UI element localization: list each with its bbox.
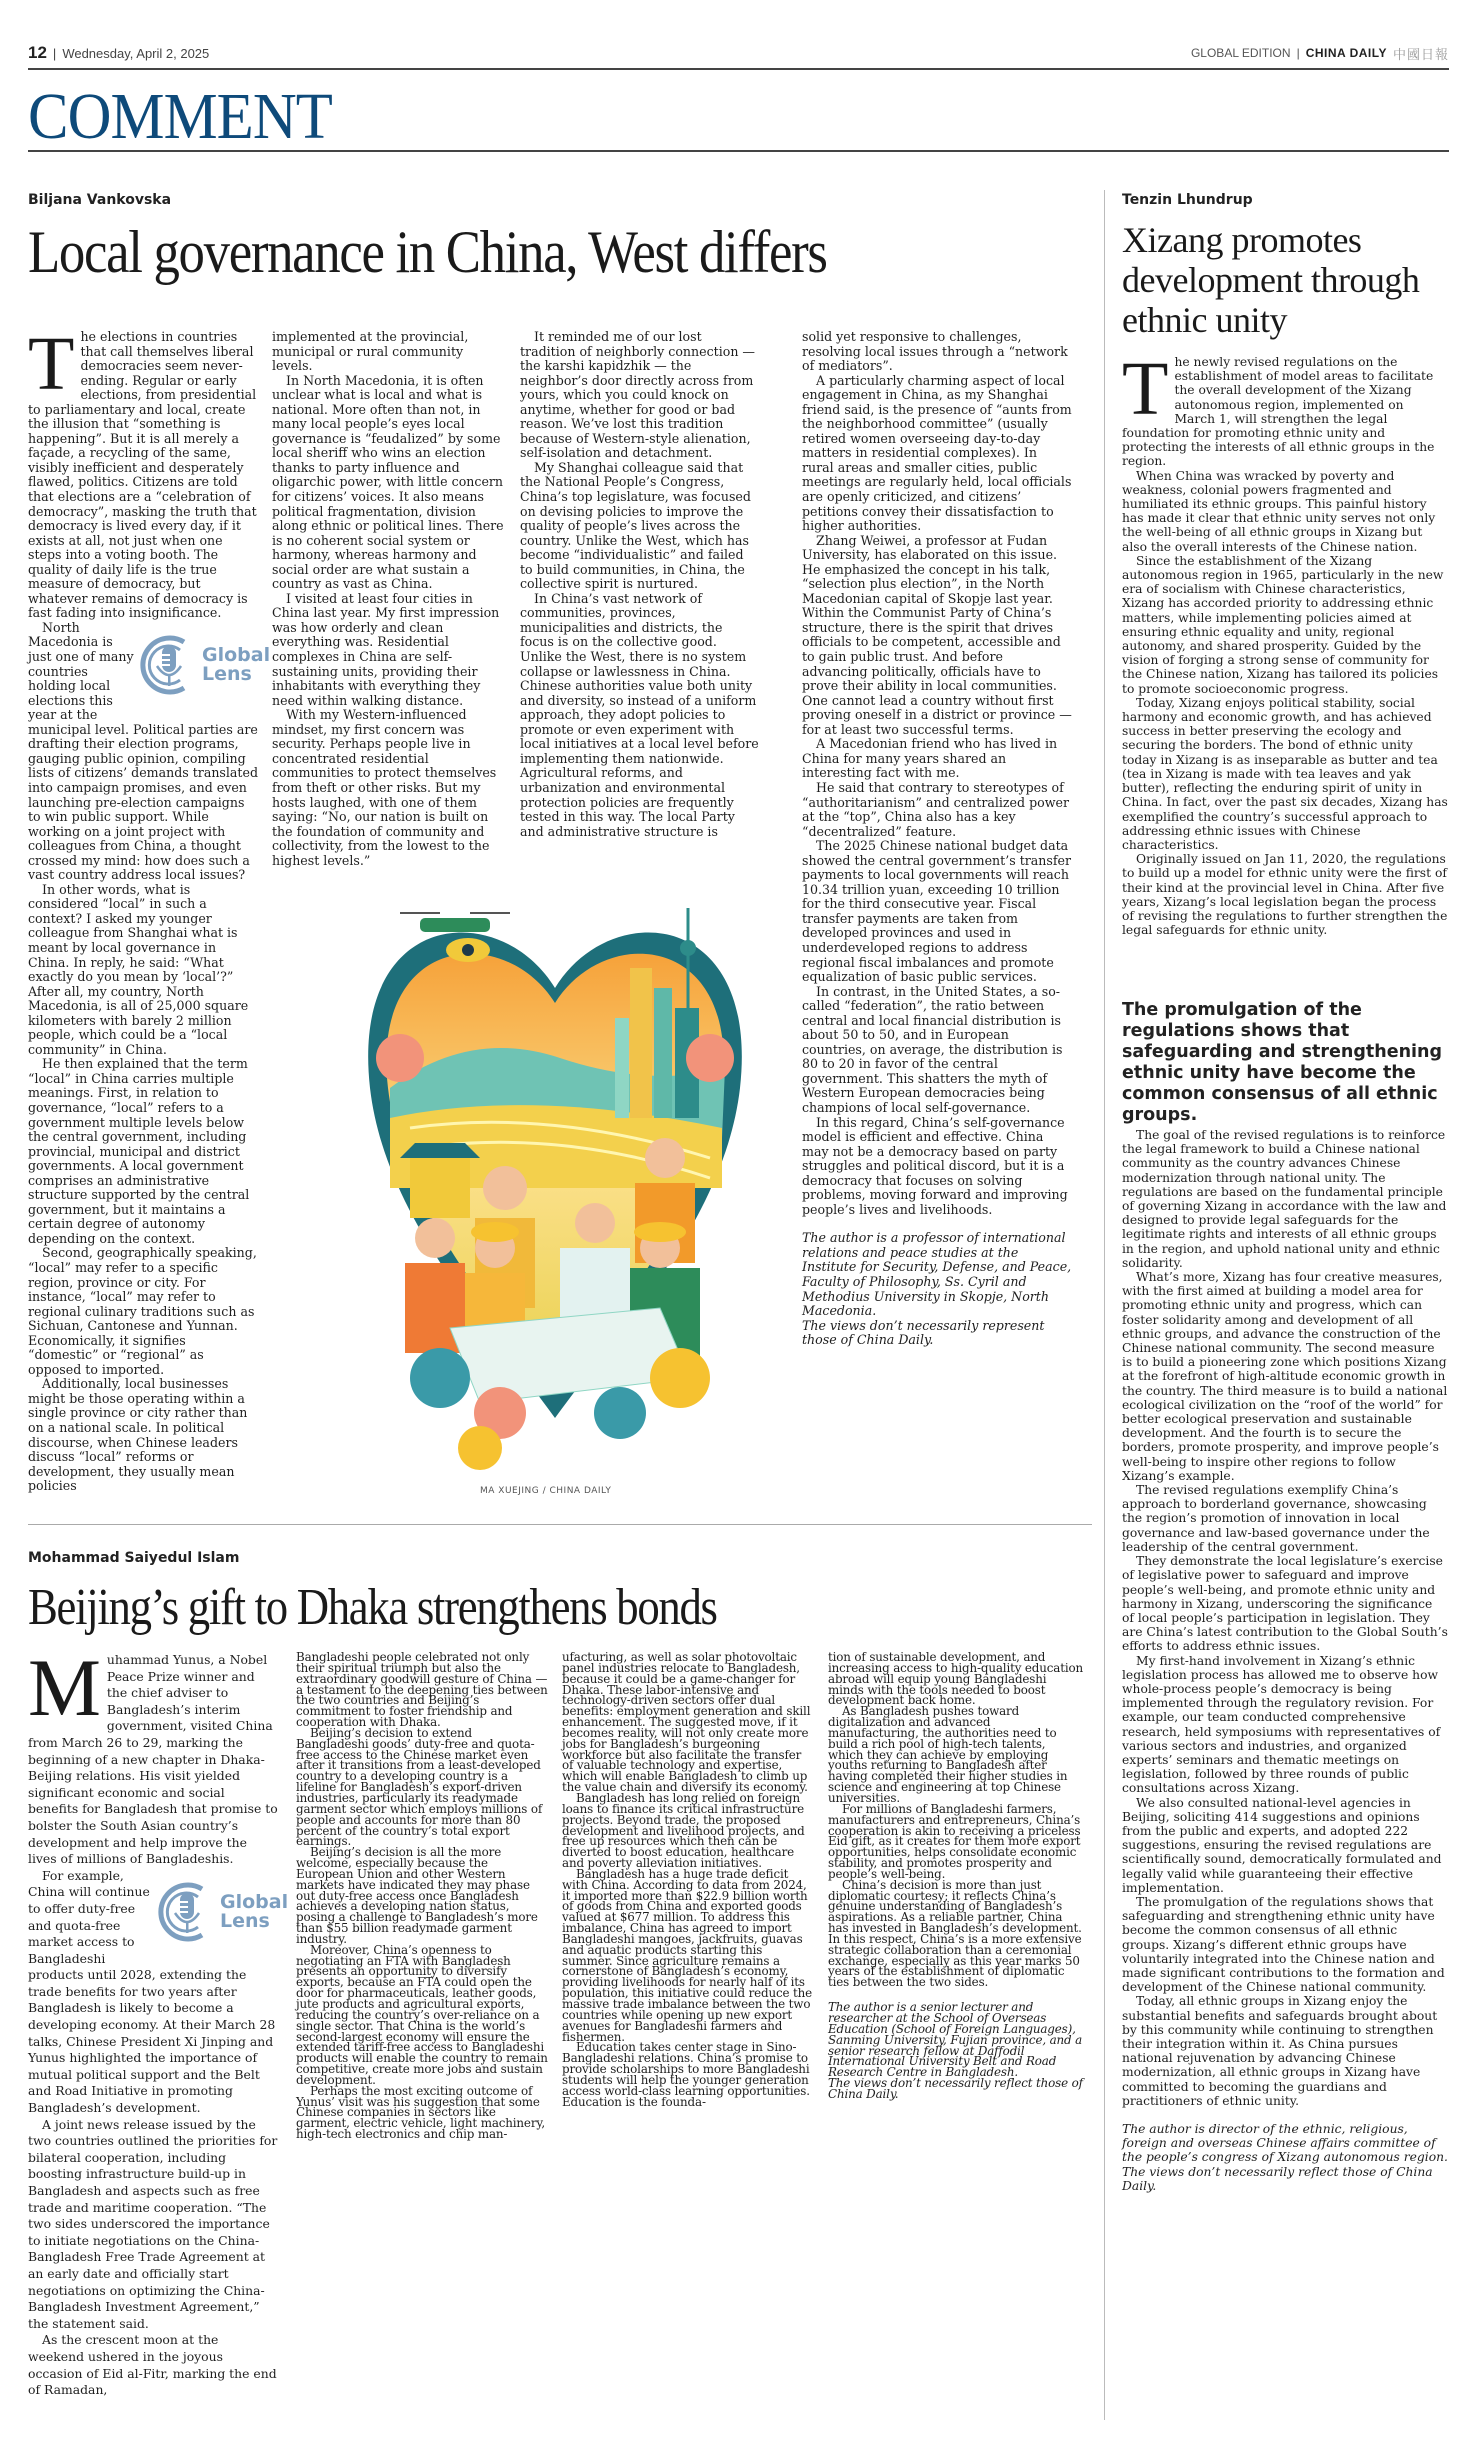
article2-headline: Xizang promotes development through ethnic unity — [1122, 220, 1420, 340]
article2-paragraph: Today, all ethnic groups in Xizang enjoy the substantial benefits and safeguards brought about by this community while continuing to strengthen their integration within it. As China pursues national rejuvenation by advancing Chinese modernization, all ethnic groups in Xizang have committed to becoming the guardians and practitioners of ethnic unity. — [1122, 1994, 1438, 2108]
article3-disclaimer: The views don’t necessarily reflect those of China Daily. — [828, 2076, 1083, 2101]
page-number: 12 — [28, 43, 47, 62]
article1-paragraph: A particularly charming aspect of local engagement in China, as my Shanghai friend said, is the presence of “aunts from the neighborhood committee” (usually retired women overseeing day-to-day matters in residential complexes). In rural areas and smaller cities, public meetings are regularly held, local officials are openly criticized, and citizens’ petitions convey their dissatisfaction to higher authorities. — [802, 372, 1072, 534]
article1-paragraph: With my Western-influenced mindset, my first concern was security. Perhaps people live in concentrated residential communities to protect themselves from theft or other risks. But my hosts laughed, with one of them saying: “No, our nation is built on the foundation of community and collectivity, from the lowest to the highest levels.” — [272, 707, 497, 868]
top-rule — [28, 68, 1449, 70]
article1-paragraph: implemented at the provincial, municipal or rural community levels. — [272, 329, 469, 374]
article1-paragraph: A Macedonian friend who has lived in China for many years shared an interesting fact with me. — [802, 736, 1058, 781]
article3-paragraph: For millions of Bangladeshi farmers, manufacturers and entrepreneurs, China’s cooperation is akin to receiving a priceless Eid gift, as it creates for them more export opportunities, helps consolidate economic stability, and promotes prosperity and people’s well-being. — [828, 1801, 1081, 1881]
brand-name: CHINA DAILY — [1305, 46, 1387, 60]
global-lens-label: Global Lens — [220, 1890, 289, 1932]
article1-paragraph: The 2025 Chinese national budget data showed the central government’s transfer payments to local governments will reach 10.34 trillion yuan, exceeding 10 trillion for the third consecutive year. Fiscal transfer payments are taken from developed provinces and used in underdeveloped regions to address regional fiscal imbalances and promote equalization of basic public services. — [802, 838, 1071, 985]
article3-author: Mohammad Saiyedul Islam — [28, 1550, 240, 1566]
article1-author: Biljana Vankovska — [28, 192, 172, 208]
microphone-icon — [140, 634, 198, 696]
issue-date: Wednesday, April 2, 2025 — [62, 46, 210, 61]
article3-column-3 — [562, 1652, 814, 2107]
article3-dropcap: M — [28, 1642, 101, 1733]
masthead-right — [1191, 44, 1449, 63]
article3-paragraph: As Bangladesh pushes toward digitalization and advanced manufacturing, the authorities need to build a rich pool of high-tech talents, which they can achieve by employing youths returning to Bangladesh after having completed their higher studies in science and engineering at top Chinese universities. — [828, 1704, 1068, 1805]
article3-paragraph: Moreover, China’s openness to negotiating an FTA with Bangladesh presents an opportunity to diversify exports, because an FTA could open the door for pharmaceuticals, leather goods, jute products and agricultural exports, reducing the country’s over-reliance on a single sector. That China is the world’s second-largest economy will ensure the extended tariff-free access to Bangladeshi products will enable the country to remain competitive, create more jobs and sustain development. — [296, 1942, 548, 2087]
article1-paragraph: The elections in countries that call themselves liberal democracies seem never-ending. Regular or early elections, from presidential to parliamentary and local, create the illusion that “something is happening”. But it is all merely a façade, a recycling of the same, visibly inefficient and desperately flawed, politics. Citizens are told that elections are a “celebration of democracy”, masking the truth that democracy is lived every day, if it exists at all, not just when one steps into a voting booth. The quality of daily life is the true measure of democracy, but whatever remains of democracy is fast fading into insignificance. — [28, 322, 257, 621]
article2-paragraph: The goal of the revised regulations is to reinforce the legal framework to build a Chinese national community as the country advances Chinese modernization through national unity. The regulations are based on the fundamental principle of governing Xizang in accordance with the law and designed to provide legal safeguards for the legitimate rights and interests of all ethnic groups in the region, and uphold national unity and ethnic solidarity. — [1122, 1128, 1447, 1270]
article2-author: Tenzin Lhundrup — [1122, 192, 1253, 208]
article1-paragraph: He said that contrary to stereotypes of “authoritarianism” and centralized power at the “top”, China also has a key “decentralized” feature. — [802, 779, 1069, 839]
article3-headline: Beijing’s gift to Dhaka strengthens bonds — [28, 1579, 717, 1636]
article2-paragraph: We also consulted national-level agencies in Beijing, soliciting 414 suggestions and opinions from the public and experts, and adopted 222 suggestions, ensuring the revised regulations are scientifically sound, democratically formulated and legally valid while guaranteeing their effective implementation. — [1122, 1795, 1442, 1895]
article2-author-note: The author is director of the ethnic, religious, foreign and overseas Chinese affairs committee of the people’s congress of Xizang autonomous region. The views don’t necessarily reflect those of China Daily. — [1122, 2122, 1448, 2193]
article1-paragraph: I visited at least four cities in China last year. My first impression was how orderly and clean everything was. Residential complexes in China are self-sustaining units, providing their inhabitants with everything they need within walking distance. — [272, 590, 500, 708]
article2-paragraph: The revised regulations exemplify China’s approach to borderland governance, showcasing the region’s promotion of innovation in local governance and law-based governance under the leadership of the central government. — [1122, 1483, 1430, 1554]
article1-paragraph: Zhang Weiwei, a professor at Fudan University, has elaborated on this issue. He emphasized the concept in his talk, “selection plus election”, in the North Macedonian capital of Skopje last year. Within the Communist Party of China’s structure, there is the spirit that drives officials to be competent, accessible and to gain public trust. And before advancing politically, officials have to prove their ability in local communities. One cannot lead a country without first proving oneself in a district or province — for at least two successful terms. — [802, 532, 1072, 737]
article2-paragraph: What’s more, Xizang has four creative measures, with the first aimed at building a model area for promoting ethnic unity and progress, which can foster solidarity among and development of all ethnic groups, and advance the construction of the Chinese national community. The second measure is to build a pioneering zone which positions Xizang at the forefront of high-altitude economic growth in the country. The third measure is to build a national ecological civilization on the “roof of the world” for better ecological preservation and sustainable development. And the fourth is to secure the borders, promote prosperity, and improve people’s well-being to inspire other regions to follow Xizang’s example. — [1122, 1270, 1448, 1483]
article3-paragraph: As the crescent moon at the weekend ushered in the joyous occasion of Eid al-Fitr, marking the end of Ramadan, — [28, 2332, 277, 2398]
section-rule — [28, 150, 1449, 152]
article3-paragraph: Perhaps the most exciting outcome of Yunus’ visit was his suggestion that some Chinese companies in sectors like garment, electric vehicle, light machinery, high-tech electronics and chip man- — [296, 2083, 545, 2142]
article2-paragraph: The newly revised regulations on the establishment of model areas to facilitate the overall development of the Xizang autonomous region, implemented on March 1, will strengthen the legal foundation for promoting ethnic unity and protecting the interests of all ethnic groups in the region. — [1122, 347, 1435, 469]
masthead — [28, 38, 1449, 68]
article2-paragraph: They demonstrate the local legislature’s exercise of legislative power to safeguard and improve people’s well-being, and promote ethnic unity and harmony in Xizang, underscoring the significance of local people’s participation in legislation. They are China’s latest contribution to the Global South’s efforts to address ethnic issues. — [1122, 1554, 1448, 1654]
article1-paragraph: In contrast, in the United States, a so-called “federation”, the ratio between central and local financial distribution is about 50 to 50, and in European countries, on average, the distribution is 80 to 20 in favor of the central government. This shatters the myth of Western European democracies being champions of local self-governance. — [802, 983, 1063, 1115]
article1-paragraph: Additionally, local businesses might be those operating within a single province or city rather than on a national scale. In political discourse, when Chinese leaders discuss “local” reforms or development, they usually mean policies — [28, 1376, 248, 1494]
illustration — [330, 858, 780, 1478]
article3-paragraph: Bangladeshi people celebrated not only their spiritual triumph but also the extraordinary goodwill gesture of China — a testament to the deepening ties between the two countries and Beijing’s commitment to foster friendship and cooperation with Dhaka. — [296, 1650, 548, 1730]
article1-column-2 — [272, 330, 504, 868]
article3-paragraph: tion of sustainable development, and increasing access to high-quality education abroad will equip young Bangladeshi minds with the tools needed to boost development back home. — [828, 1650, 1084, 1708]
article3-paragraph: A joint news release issued by the two countries outlined the priorities for bilateral cooperation, including boosting infrastructure build-up in Bangladesh and aspects such as free trade and maritime cooperation. “The two sides underscored the importance to initiate negotiations on the China-Bangladesh Free Trade Agreement at an early date and officially start negotiations on optimizing the China-Bangladesh Investment Agreement,” the statement said. — [28, 2116, 278, 2331]
article2-paragraph: My first-hand involvement in Xizang’s ethnic legislation process has allowed me to observe how whole-process people’s democracy is being implemented through the regulatory revision. For example, our team conducted comprehensive research, held symposiums with representatives of various sectors and industries, and organized experts’ seminars and thematic meetings on legislation, followed by three rounds of public consultations across Xizang. — [1122, 1653, 1441, 1796]
global-lens-logo — [158, 1872, 289, 1952]
article3-paragraph: Bangladesh has a huge trade deficit with China. According to data from 2024, it imported more than $22.9 billion worth of goods from China and exported goods valued at $677 million. To address this imbalance, China has agreed to import Bangladeshi mangoes, jackfruits, guavas and aquatic products starting this summer. Since agriculture remains a cornerstone of Bangladesh’s economy, providing livelihoods for nearly half of its population, this initiative could reduce the massive trade imbalance between the two countries while opening up new export avenues for Bangladeshi farmers and fishermen. — [562, 1866, 813, 2044]
article1-paragraph: solid yet responsive to challenges, resolving local issues through a “network of mediators”. — [802, 329, 1068, 374]
article3-paragraph: Education takes center stage in Sino-Bangladeshi relations. China’s promise to provide scholarships to more Bangladeshi students will help the younger generation access world-class learning opportunities. Education is the founda- — [562, 2040, 810, 2109]
illustration-credit: MA XUEJING / CHINA DAILY — [480, 1486, 612, 1496]
article3-paragraph: For example, China will continue to offer duty-free and quota-free market access to Bangladeshi products until 2028, extending the trade benefits for two years after Bangladesh is likely to become a developing economy. At their March 28 talks, Chinese President Xi Jinping and Yunus highlighted the importance of mutual political support and the Belt and Road Initiative in promoting Bangladesh’s development. — [28, 1867, 276, 2116]
article1-paragraph: In China’s vast network of communities, provinces, municipalities and districts, the focus is on the collective good. Unlike the West, there is no system collapse or lawlessness in China. Chinese authorities value both unity and diversity, so instead of a uniform approach, they adopt policies to promote or even experiment with local initiatives at a local level before implementing them nationwide. Agricultural reforms, and urbanization and environmental protection policies are frequently tested in this way. The local Party and administrative structure is — [520, 590, 759, 839]
article3-paragraph: Beijing’s decision is all the more welcome, especially because the European Union and other Western markets have indicated they may phase out duty-free access once Bangladesh achieves a developing nation status, posing a challenge to Bangladesh’s more than $55 billion readymade garment industry. — [296, 1845, 538, 1946]
article1-paragraph: It reminded me of our lost tradition of neighborly connection — the karshi kapidzhik — the neighbor’s door directly across from yours, which you could knock on anytime, whether for good or bad reason. We’ve lost this tradition because of Western-style alienation, self-isolation and detachment. — [520, 329, 756, 461]
article1-column-3 — [520, 330, 760, 839]
masthead-separator: | — [52, 46, 57, 61]
masthead-separator: | — [1296, 46, 1300, 60]
pagoda — [400, 1143, 480, 1218]
article1-dropcap: T — [28, 322, 75, 406]
article-divider — [28, 1524, 1092, 1525]
microphone-icon — [158, 1881, 216, 1943]
article1-headline: Local governance in China, West differs — [28, 219, 827, 285]
article2-pullquote: The promulgation of the regulations shows that safeguarding and strengthening ethnic unity have become the common consensus of all ethnic groups. — [1122, 1000, 1443, 1125]
article3-author-note: The author is a senior lecturer and researcher at the School of Overseas Education (School of Foreign Languages), Sanming University, Fujian province, and a senior research fellow at Daffodil International University Belt and Road Research Centre in Bangladesh. The views don’t necessarily reflect those of China Daily. — [828, 2000, 1083, 2101]
article1-paragraph: He then explained that the term “local” in China carries multiple meanings. First, in relation to governance, “local” refers to a government multiple levels below the central government, including provincial, municipal and district governments. A local government comprises an administrative structure supported by the central government, but it maintains a certain degree of autonomy depending on the context. — [28, 1056, 250, 1246]
article1-column-1 — [28, 322, 271, 1494]
article3-column-4 — [828, 1652, 1084, 2100]
brand-logo-cn: 中國日報 — [1392, 46, 1449, 62]
article2-paragraph: Originally issued on Jan 11, 2020, the regulations to build up a model for ethnic unity were the first of their kind at the provincial level in China. After five years, Xizang’s local legislation began the process of revising the regulations to further strengthen the legal safeguards for ethnic unity. — [1122, 852, 1448, 938]
article1-disclaimer: The views don’t necessarily represent those of China Daily. — [802, 1317, 1045, 1348]
article2-paragraph: The promulgation of the regulations shows that safeguarding and strengthening ethnic unity have become the common consensus of all ethnic groups. Xizang’s different ethnic groups have voluntarily integrated into the Chinese nation and made significant contributions to the formation and development of the Chinese national community. — [1122, 1894, 1445, 1995]
global-lens-logo — [140, 625, 271, 705]
edition-label: GLOBAL EDITION — [1190, 46, 1291, 60]
article3-paragraph: Bangladesh has long relied on foreign loans to finance its critical infrastructure projects. Beyond trade, the proposed development and livelihood projects, and free up resources which then can be diverted to boost education, healthcare and poverty alleviation initiatives. — [562, 1790, 805, 1871]
article3-column-2 — [296, 1652, 548, 2140]
article1-author-note: The author is a professor of international relations and peace studies at the Institute for Security, Defense, and Peace, Faculty of Philosophy, Ss. Cyril and Methodius University in Skopje, North Macedonia. The views don’t necessarily represent those of China Daily. — [802, 1230, 1072, 1348]
global-lens-label: Global Lens — [202, 643, 271, 685]
article1-paragraph: In other words, what is considered “local” in such a context? I asked my younger colleague from Shanghai what is meant by local governance in China. In reply, he said: “What exactly do you mean by ‘local’?” After all, my country, North Macedonia, is all of 25,000 square kilometers with barely 2 million people, which could be a “local community” in China. — [28, 881, 249, 1057]
article2-dropcap: T — [1122, 347, 1169, 431]
article3-paragraph: China’s decision is more than just diplomatic courtesy; it reflects China’s genuine understanding of Bangladesh’s aspirations. As a reliable partner, China has invested in Bangladesh’s development. In this respect, China’s is a more extensive strategic collaboration than a ceremonial exchange, especially as this year marks 50 years of the establishment of diplomatic ties between the two sides. — [828, 1877, 1082, 1990]
article1-paragraph: My Shanghai colleague said that the National People’s Congress, China’s top legislature, was focused on devising policies to improve the quality of people’s lives across the country. Unlike the West, which has become “individualistic” and failed to build communities, in China, the collective spirit is nurtured. — [520, 459, 751, 592]
article1-column-4 — [802, 330, 1072, 1348]
article2-paragraph: Today, Xizang enjoys political stability, social harmony and economic growth, and has achieved success in better preserving the ecology and securing the borders. The bond of ethnic unity today in Xizang is as inseparable as butter and tea (tea in Xizang is made with tea leaves and yak butter), reflecting the enduring spirit of unity in China. In fact, over the past six decades, Xizang has exemplified the country’s successful approach to addressing ethnic issues with Chinese characteristics. — [1122, 695, 1448, 852]
article3-column-1 — [28, 1642, 289, 2399]
section-title: COMMENT — [28, 80, 332, 153]
article2-column-top — [1122, 347, 1448, 938]
article2-disclaimer: The views don’t necessarily reflect those of China Daily. — [1122, 2164, 1433, 2193]
article3-paragraph: ufacturing, as well as solar photovoltaic panel industries relocate to Bangladesh, because it could be a game-changer for Dhaka. These labor-intensive and technology-driven sectors offer dual benefits: employment generation and skill enhancement. The suggested move, if it becomes reality, will not only create more jobs for Bangladesh’s burgeoning workforce but also facilitate the transfer of valuable technology and expertise, which will enable Bangladesh to climb up the value chain and diversify its economy. — [562, 1650, 811, 1795]
article1-paragraph: Second, geographically speaking, “local” may refer to a specific region, province or city. For instance, “local” may refer to regional culinary traditions such as Sichuan, Cantonese and Yunnan. Economically, it signifies “domestic” or “regional” as opposed to imported. — [28, 1245, 257, 1377]
article2-paragraph: When China was wracked by poverty and weakness, colonial powers fragmented and humiliated its ethnic groups. This painful history has made it clear that ethnic unity serves not only the well-being of all ethnic groups in Xizang but also the overall interests of the Chinese nation. — [1122, 468, 1436, 554]
article1-paragraph: North Macedonia is just one of many countries holding local elections this year at the municipal level. Political parties are drafting their election programs, gauging public opinion, compiling lists of citizens’ demands translated into campaign promises, and even launching pre-election campaigns to win public support. While working on a joint project with colleagues from China, a thought crossed my mind: how does such a vast country address local issues? — [28, 619, 259, 883]
column-divider — [1104, 190, 1105, 2420]
article3-paragraph: Muhammad Yunus, a Nobel Peace Prize winner and the chief adviser to Bangladesh’s interim government, visited China from March 26 to 29, marking the beginning of a new chapter in Dhaka-Beijing relations. His visit yielded significant economic and social benefits for Bangladesh that promise to bolster the South Asian country’s development and help improve the lives of millions of Bangladeshis. — [28, 1642, 278, 1867]
article1-paragraph: In this regard, China’s self-governance model is efficient and effective. China may not be a democracy based on party struggles and political discord, but it is a democracy that focuses on solving problems, moving forward and improving people’s lives and livelihoods. — [802, 1114, 1068, 1217]
article1-paragraph: In North Macedonia, it is often unclear what is local and what is national. More often than not, in many local people’s eyes local governance is “feudalized” by some local sheriff who wins an election thanks to party influence and oligarchic power, with little concern for citizens’ voices. It also means political fragmentation, division along ethnic or political lines. There is no coherent social system or harmony, whereas harmony and social order are what sustain a country as vast as China. — [272, 372, 504, 592]
masthead-left — [28, 43, 209, 63]
article3-paragraph: Beijing’s decision to extend Bangladeshi goods’ duty-free and quota-free access to the Chinese market even after it transitions from a least-developed country to a developing country is a lifeline for Bangladesh’s export-driven industries, particularly its readymade garment sector which employs millions of people and accounts for more than 80 percent of the country’s total export earnings. — [296, 1725, 543, 1849]
article2-column-bottom — [1122, 1128, 1448, 2193]
article2-paragraph: Since the establishment of the Xizang autonomous region in 1965, particularly in the new era of socialism with Chinese characteristics, Xizang has accorded priority to addressing ethnic matters, while implementing policies aimed at ensuring ethnic equality and unity, regional autonomy, and shared prosperity. Guided by the vision of forging a strong sense of community for the Chinese nation, Xizang has tailored its policies to promote socioeconomic progress. — [1122, 553, 1444, 696]
